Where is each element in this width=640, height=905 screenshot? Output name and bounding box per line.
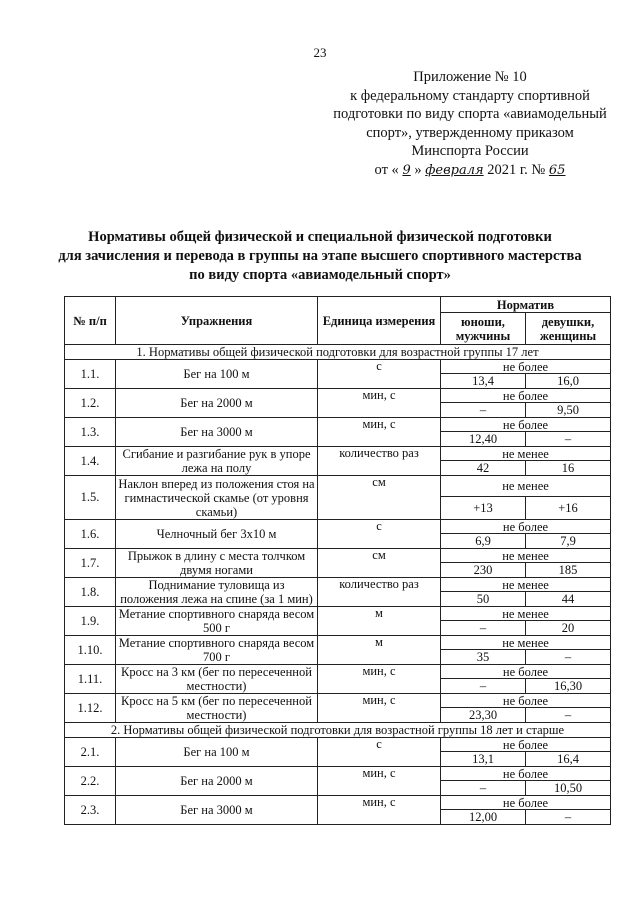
row-condition: не более xyxy=(441,360,611,374)
row-male-value: +13 xyxy=(441,497,526,520)
row-male-value: 230 xyxy=(441,563,526,578)
date-mid: » xyxy=(414,161,422,178)
row-female-value: – xyxy=(526,432,611,447)
row-condition: не более xyxy=(441,389,611,403)
table-row xyxy=(65,447,611,461)
row-number: 1.5. xyxy=(65,476,116,520)
row-number: 2.2. xyxy=(65,767,116,796)
row-male-value: 6,9 xyxy=(441,534,526,549)
appendix-date-line xyxy=(330,161,610,181)
row-unit: м xyxy=(318,607,441,636)
row-female-value: 16,4 xyxy=(526,752,611,767)
row-number: 1.1. xyxy=(65,360,116,389)
row-unit: с xyxy=(318,360,441,389)
row-exercise: Бег на 3000 м xyxy=(116,418,318,447)
table-row xyxy=(65,767,611,781)
date-prefix: от « xyxy=(374,161,399,178)
row-unit: количество раз xyxy=(318,578,441,607)
row-condition: не более xyxy=(441,520,611,534)
table-row xyxy=(65,694,611,708)
row-unit: с xyxy=(318,520,441,549)
row-female-value: 16 xyxy=(526,461,611,476)
title-line-1: Нормативы общей физической и специальной физической подготовки xyxy=(88,229,552,245)
row-number: 1.9. xyxy=(65,607,116,636)
row-number: 1.11. xyxy=(65,665,116,694)
section-title: 1. Нормативы общей физической подготовки для возрастной группы 17 лет xyxy=(65,345,611,360)
row-exercise: Бег на 2000 м xyxy=(116,389,318,418)
row-exercise: Метание спортивного снаряда весом 500 г xyxy=(116,607,318,636)
row-condition: не менее xyxy=(441,607,611,621)
row-condition: не более xyxy=(441,767,611,781)
row-male-value: 12,40 xyxy=(441,432,526,447)
row-condition: не менее xyxy=(441,578,611,592)
row-exercise: Поднимание туловища из положения лежа на спине (за 1 мин) xyxy=(116,578,318,607)
page-number: 23 xyxy=(313,45,327,60)
row-exercise: Челночный бег 3х10 м xyxy=(116,520,318,549)
row-number: 1.6. xyxy=(65,520,116,549)
table-row xyxy=(65,520,611,534)
row-unit: мин, с xyxy=(318,796,441,825)
appendix-line-3: подготовки по виду спорта «авиамодельный xyxy=(333,106,607,122)
row-unit: мин, с xyxy=(318,694,441,723)
table-row xyxy=(65,796,611,810)
title-line-2: для зачисления и перевода в группы на этапе высшего спортивного мастерства xyxy=(58,248,582,264)
section-row xyxy=(65,723,611,738)
table-row xyxy=(65,389,611,403)
table-row xyxy=(65,607,611,621)
row-female-value: 44 xyxy=(526,592,611,607)
row-exercise: Бег на 100 м xyxy=(116,738,318,767)
table-row xyxy=(65,476,611,497)
appendix-block xyxy=(330,68,610,180)
row-exercise: Метание спортивного снаряда весом 700 г xyxy=(116,636,318,665)
row-condition: не более xyxy=(441,418,611,432)
table-row xyxy=(65,549,611,563)
header-male: юноши, мужчины xyxy=(441,313,526,345)
date-number: 65 xyxy=(548,162,566,178)
row-unit: мин, с xyxy=(318,418,441,447)
table-row xyxy=(65,665,611,679)
row-male-value: 23,30 xyxy=(441,708,526,723)
row-number: 1.3. xyxy=(65,418,116,447)
row-exercise: Кросс на 3 км (бег по пересеченной местности) xyxy=(116,665,318,694)
row-condition: не менее xyxy=(441,636,611,650)
table-body xyxy=(65,345,611,825)
row-unit: с xyxy=(318,738,441,767)
row-female-value: – xyxy=(526,650,611,665)
appendix-line-5: Минспорта России xyxy=(411,143,529,159)
row-number: 1.10. xyxy=(65,636,116,665)
row-male-value: 13,4 xyxy=(441,374,526,389)
row-female-value: 185 xyxy=(526,563,611,578)
row-number: 2.3. xyxy=(65,796,116,825)
row-condition: не менее xyxy=(441,476,611,497)
row-condition: не более xyxy=(441,694,611,708)
section-row xyxy=(65,345,611,360)
appendix-line-1: Приложение № 10 xyxy=(413,69,527,85)
row-female-value: 9,50 xyxy=(526,403,611,418)
row-male-value: – xyxy=(441,621,526,636)
header-exercise: Упражнения xyxy=(116,297,318,345)
row-number: 1.8. xyxy=(65,578,116,607)
row-number: 2.1. xyxy=(65,738,116,767)
row-exercise: Бег на 100 м xyxy=(116,360,318,389)
row-female-value: – xyxy=(526,810,611,825)
section-title: 2. Нормативы общей физической подготовки для возрастной группы 18 лет и старше xyxy=(65,723,611,738)
appendix-line-2: к федеральному стандарту спортивной xyxy=(350,87,590,104)
row-exercise: Прыжок в длину с места толчком двумя ногами xyxy=(116,549,318,578)
row-exercise: Бег на 2000 м xyxy=(116,767,318,796)
date-day: 9 xyxy=(402,162,411,178)
table-row xyxy=(65,360,611,374)
row-male-value: – xyxy=(441,403,526,418)
table-row xyxy=(65,636,611,650)
row-unit: мин, с xyxy=(318,665,441,694)
table-row xyxy=(65,418,611,432)
row-condition: не менее xyxy=(441,549,611,563)
row-condition: не более xyxy=(441,738,611,752)
row-unit: количество раз xyxy=(318,447,441,476)
row-number: 1.4. xyxy=(65,447,116,476)
row-female-value: 10,50 xyxy=(526,781,611,796)
document-title xyxy=(30,228,610,285)
appendix-line-4: спорт», утвержденному приказом xyxy=(366,124,574,141)
row-exercise: Кросс на 5 км (бег по пересеченной местности) xyxy=(116,694,318,723)
row-number: 1.12. xyxy=(65,694,116,723)
row-condition: не более xyxy=(441,796,611,810)
table-row xyxy=(65,578,611,592)
row-unit: м xyxy=(318,636,441,665)
header-female: девушки, женщины xyxy=(526,313,611,345)
row-female-value: 7,9 xyxy=(526,534,611,549)
row-exercise: Бег на 3000 м xyxy=(116,796,318,825)
table-row xyxy=(65,738,611,752)
row-number: 1.7. xyxy=(65,549,116,578)
row-male-value: 42 xyxy=(441,461,526,476)
row-number: 1.2. xyxy=(65,389,116,418)
norms-table xyxy=(64,296,611,825)
row-exercise: Сгибание и разгибание рук в упоре лежа на полу xyxy=(116,447,318,476)
header-norm: Норматив xyxy=(441,297,611,313)
row-male-value: 12,00 xyxy=(441,810,526,825)
row-female-value: +16 xyxy=(526,497,611,520)
row-male-value: 13,1 xyxy=(441,752,526,767)
row-female-value: 20 xyxy=(526,621,611,636)
row-condition: не более xyxy=(441,665,611,679)
row-male-value: 50 xyxy=(441,592,526,607)
row-male-value: 35 xyxy=(441,650,526,665)
title-line-3: по виду спорта «авиамодельный спорт» xyxy=(189,267,451,283)
row-female-value: 16,30 xyxy=(526,679,611,694)
row-exercise: Наклон вперед из положения стоя на гимнастической скамье (от уровня скамьи) xyxy=(116,476,318,520)
row-unit: см xyxy=(318,549,441,578)
row-male-value: – xyxy=(441,781,526,796)
header-unit: Единица измерения xyxy=(318,297,441,345)
row-unit: мин, с xyxy=(318,389,441,418)
row-female-value: 16,0 xyxy=(526,374,611,389)
row-unit: см xyxy=(318,476,441,520)
date-month: февраля xyxy=(425,162,484,178)
row-male-value: – xyxy=(441,679,526,694)
row-condition: не менее xyxy=(441,447,611,461)
header-num: № п/п xyxy=(65,297,116,345)
date-year: 2021 г. № xyxy=(487,161,546,178)
row-female-value: – xyxy=(526,708,611,723)
row-unit: мин, с xyxy=(318,767,441,796)
